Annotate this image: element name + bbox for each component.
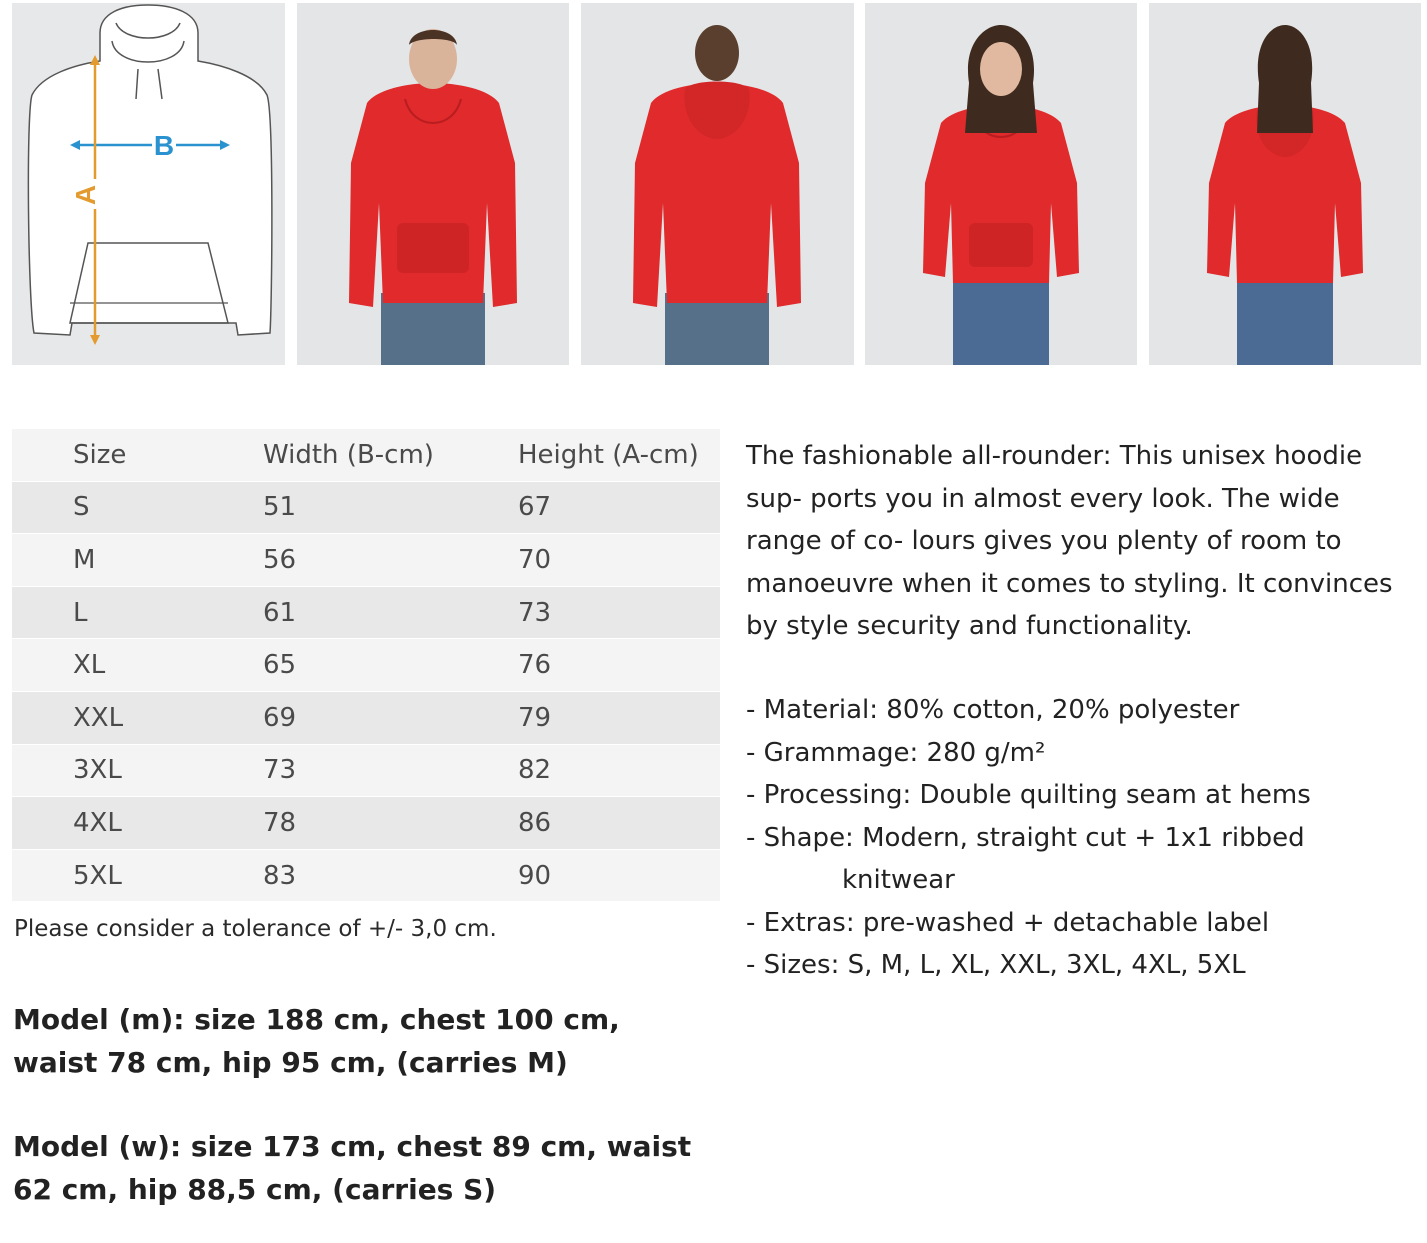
height-column-header: Height (A-cm) <box>518 439 699 470</box>
size-cell: 4XL <box>73 807 122 838</box>
female-model-front-photo <box>865 3 1137 365</box>
male-model-front-photo <box>297 3 569 365</box>
width-cell: 69 <box>263 702 297 733</box>
width-column-header: Width (B-cm) <box>263 439 434 470</box>
feature-shape <box>746 817 1416 902</box>
male-model-info: Model (m): size 188 cm, chest 100 cm, waist 78 cm, hip 95 cm, (carries M) <box>13 1003 620 1079</box>
feature-list <box>746 689 1416 987</box>
size-cell: 5XL <box>73 860 122 891</box>
size-cell: S <box>73 492 90 523</box>
product-description: The fashionable all-rounder: This unisex hoodie sup- ports you in almost every look. The wide range of co- lours gives you plenty of room to manoeuvre when it comes to styling. It convinces by style security and functionality. <box>746 441 1393 641</box>
table-row <box>12 534 720 587</box>
table-row <box>12 586 720 639</box>
feature-extras: - Extras: pre-washed + detachable label <box>746 907 1270 938</box>
size-table-header-row <box>12 429 720 481</box>
size-cell: XXL <box>73 702 124 733</box>
size-cell: XL <box>73 650 106 681</box>
size-column-header: Size <box>73 439 127 470</box>
table-row <box>12 691 720 744</box>
hoodie-size-diagram <box>12 3 285 365</box>
width-cell: 73 <box>263 755 297 786</box>
table-row <box>12 481 720 534</box>
size-cell: 3XL <box>73 755 122 786</box>
feature-shape-text: - Shape: Modern, straight cut + 1x1 ribbed <box>746 822 1305 853</box>
table-row <box>12 849 720 902</box>
width-cell: 51 <box>263 492 297 523</box>
table-row <box>12 744 720 797</box>
width-cell: 56 <box>263 544 297 575</box>
feature-sizes: - Sizes: S, M, L, XL, XXL, 3XL, 4XL, 5XL <box>746 950 1246 980</box>
size-cell: L <box>73 597 88 628</box>
height-cell: 76 <box>518 650 552 681</box>
feature-shape-continuation: knitwear <box>842 865 955 895</box>
female-model-back-photo <box>1149 3 1421 365</box>
feature-material: - Material: 80% cotton, 20% polyester <box>746 695 1240 725</box>
height-marker-label: A <box>70 184 101 206</box>
table-row <box>12 639 720 692</box>
male-model-back-photo <box>581 3 854 365</box>
width-marker-label: B <box>153 130 175 161</box>
height-cell: 86 <box>518 807 552 838</box>
height-cell: 73 <box>518 597 552 628</box>
height-cell: 79 <box>518 702 552 733</box>
width-cell: 61 <box>263 597 297 628</box>
height-cell: 70 <box>518 544 552 575</box>
height-cell: 82 <box>518 755 552 786</box>
tolerance-note: Please consider a tolerance of +/- 3,0 cm. <box>14 916 497 942</box>
width-cell: 78 <box>263 807 297 838</box>
feature-processing: - Processing: Double quilting seam at hems <box>746 780 1311 810</box>
width-cell: 83 <box>263 860 297 891</box>
size-cell: M <box>73 544 96 575</box>
width-cell: 65 <box>263 650 297 681</box>
hoodie-outline-icon <box>12 3 285 365</box>
height-cell: 90 <box>518 860 552 891</box>
feature-grammage: - Grammage: 280 g/m² <box>746 737 1046 768</box>
height-cell: 67 <box>518 492 552 523</box>
size-table <box>12 429 720 902</box>
table-row <box>12 797 720 850</box>
female-model-info: Model (w): size 173 cm, chest 89 cm, waist 62 cm, hip 88,5 cm, (carries S) <box>13 1130 692 1206</box>
